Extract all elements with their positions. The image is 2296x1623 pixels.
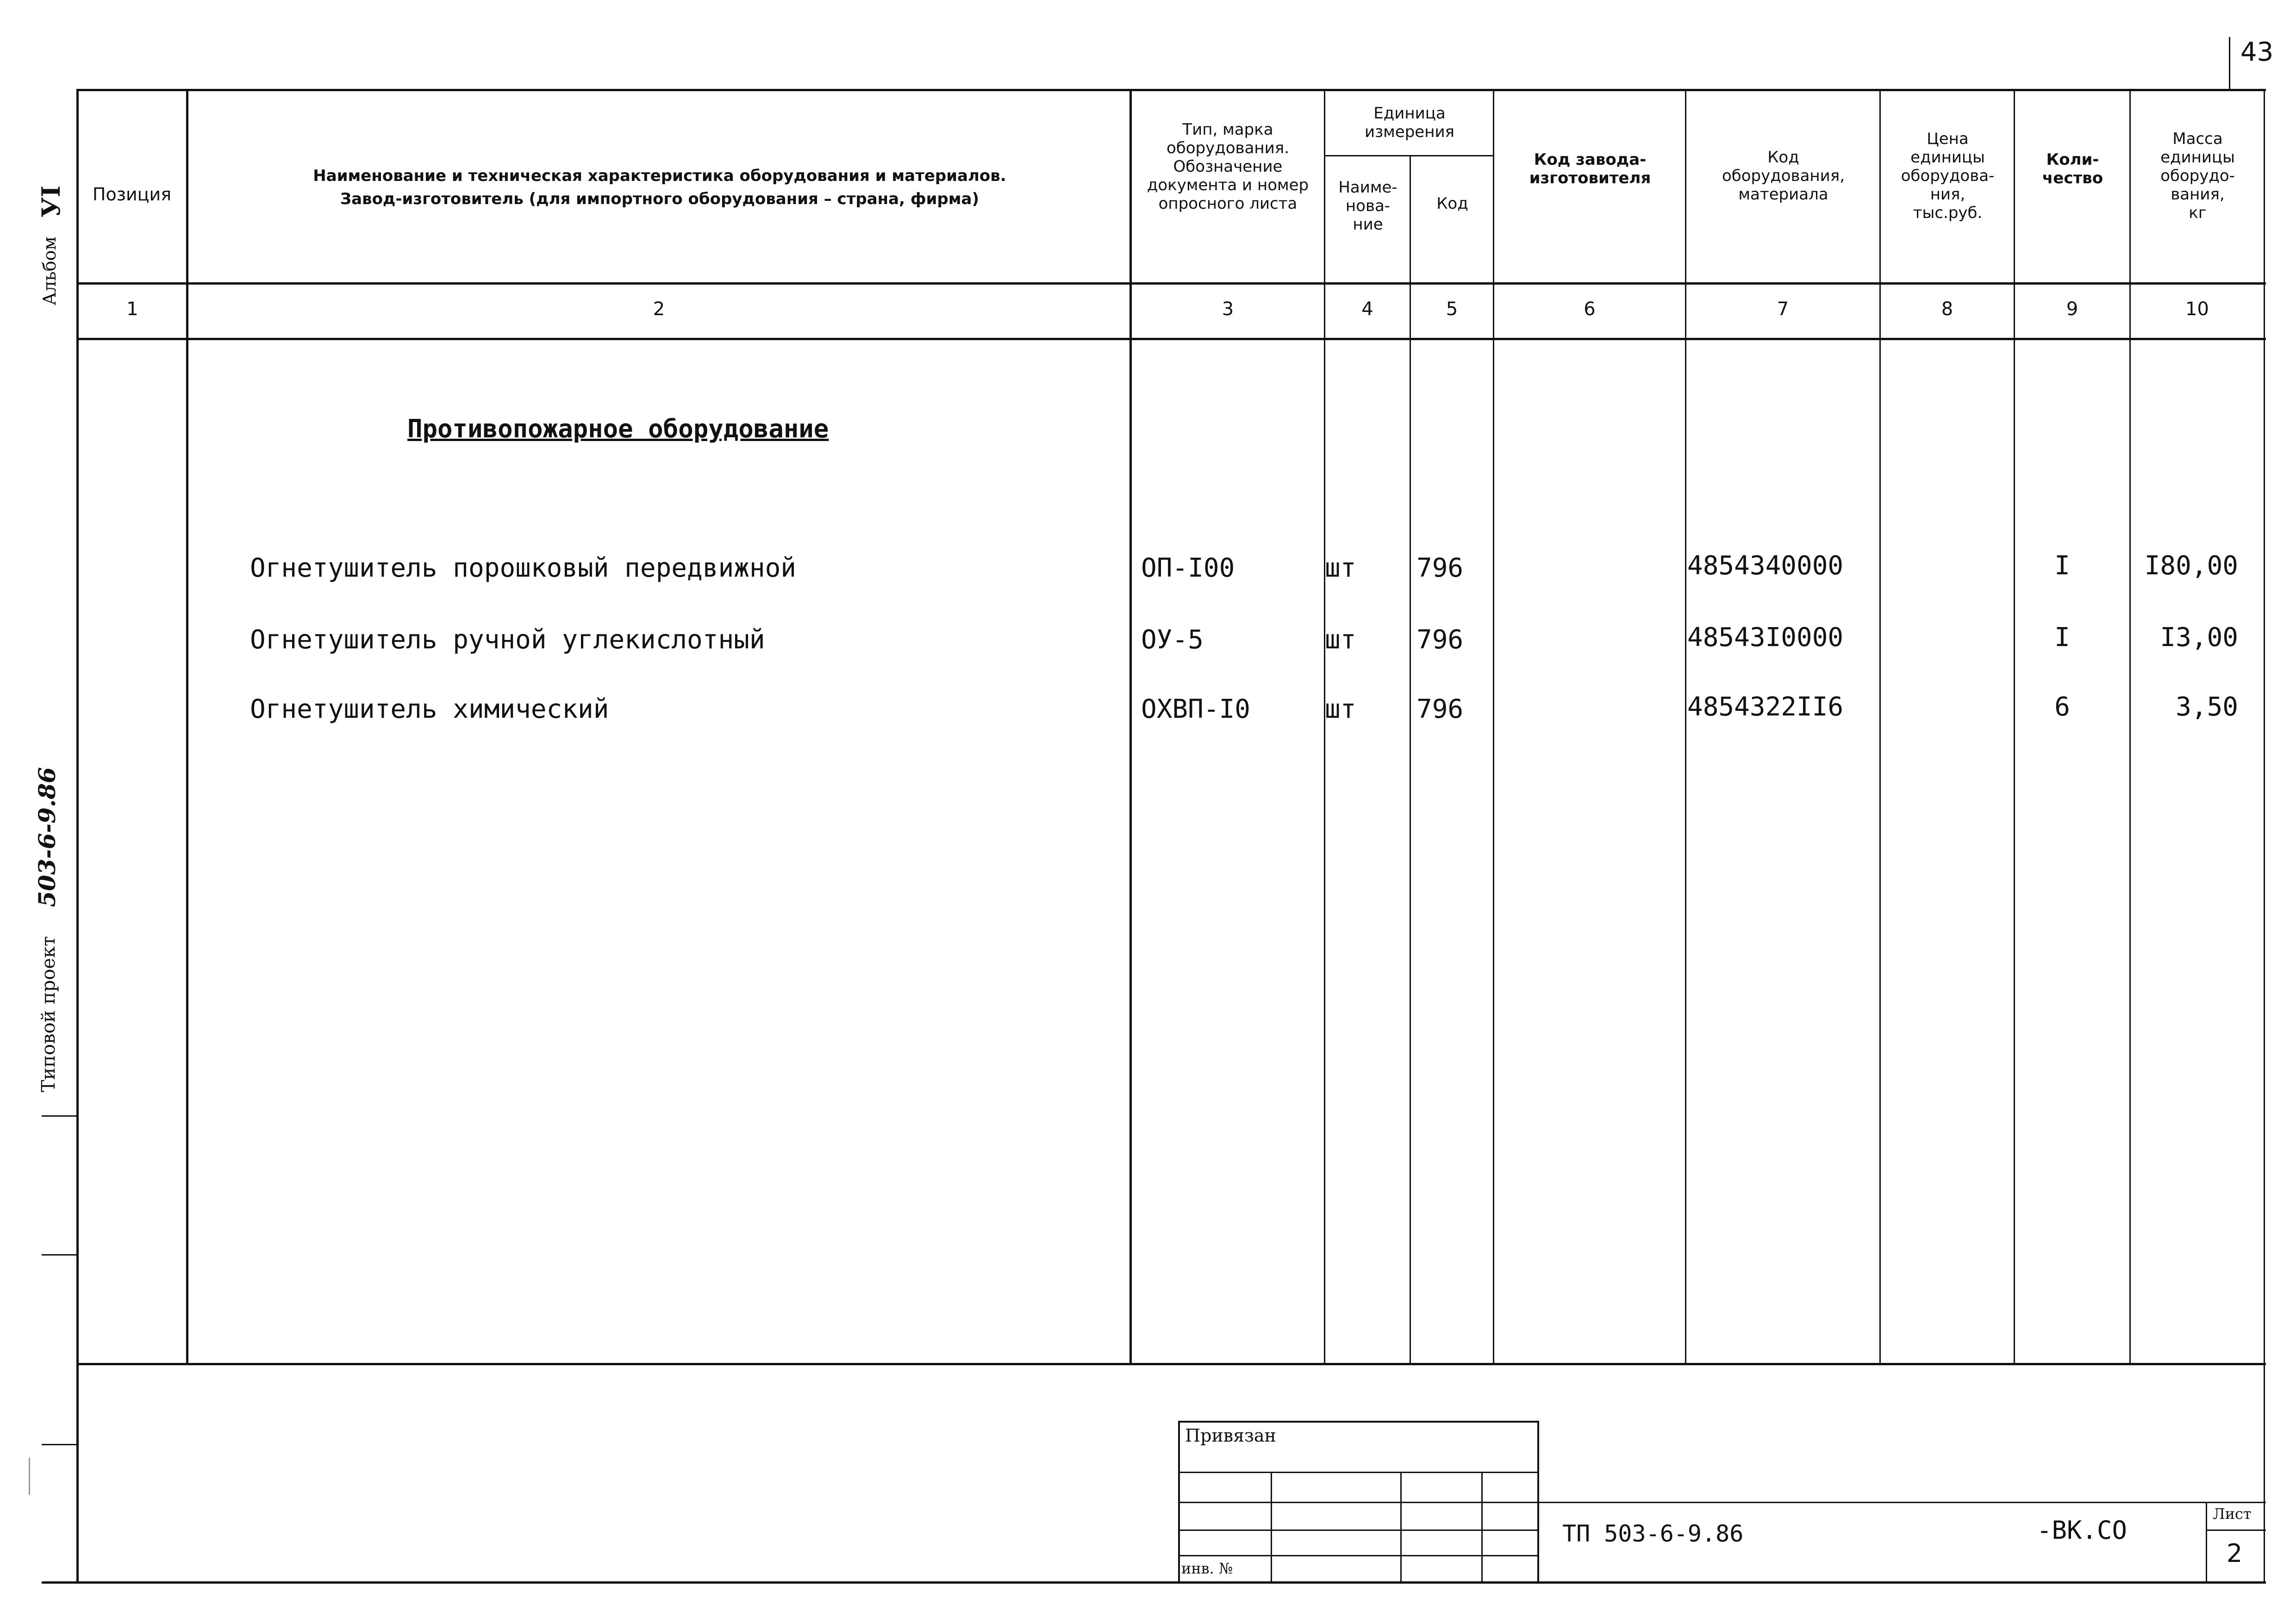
row-1-unit: шт — [1325, 553, 1356, 583]
page-number-divider — [2229, 37, 2230, 90]
row-1-name: Огнетушитель порошковый передвижной — [250, 553, 797, 583]
page-bottom-border — [42, 1581, 2266, 1584]
row-1-equipment-code: 4854340000 — [1687, 551, 1844, 581]
doc-code: ТП 503-6-9.86 — [1562, 1520, 1744, 1547]
colnum-1: 1 — [126, 298, 138, 320]
title-block-top — [1539, 1502, 2266, 1503]
col-divider-8 — [2014, 89, 2015, 1365]
margin-mark — [29, 1458, 30, 1495]
col-divider-5 — [1493, 89, 1494, 1365]
stamp-line — [1178, 1530, 1539, 1531]
colnum-5: 5 — [1446, 298, 1458, 320]
row-1-unit-code: 796 — [1416, 553, 1464, 583]
sheet-label: Лист — [2213, 1505, 2252, 1523]
sheet-divider — [2206, 1502, 2207, 1583]
row-3-type: ОХВП-I0 — [1141, 694, 1251, 724]
margin-tick — [42, 1444, 78, 1445]
row-2-mass: I3,00 — [2160, 622, 2238, 653]
stamp-col — [1271, 1472, 1272, 1583]
row-1-mass: I80,00 — [2144, 551, 2238, 581]
col-divider-3 — [1324, 89, 1325, 1365]
header-position: Позиция — [92, 184, 172, 205]
section-title: Противопожарное оборудование — [407, 414, 829, 443]
header-equipment-code: Код оборудования, материала — [1722, 148, 1845, 204]
header-factory-code: Код завода- изготовителя — [1529, 150, 1651, 187]
album-number: УI — [36, 185, 66, 218]
table-bottom-border — [76, 1363, 2266, 1365]
row-2-unit-code: 796 — [1416, 625, 1464, 655]
table-top-border — [76, 89, 2266, 91]
header-unit-name: Наиме- нова- ние — [1338, 178, 1398, 234]
colnum-4: 4 — [1361, 298, 1373, 320]
unit-group-divider — [1324, 155, 1493, 156]
colnum-9: 9 — [2066, 298, 2078, 320]
stamp-line — [1178, 1472, 1539, 1473]
row-2-type: ОУ-5 — [1141, 625, 1204, 655]
row-2-unit: шт — [1325, 625, 1356, 655]
col-divider-9 — [2129, 89, 2131, 1365]
stamp-col — [1481, 1472, 1483, 1583]
project-code-handwritten: 503-6-9.86 — [33, 767, 61, 907]
col-divider-4 — [1410, 155, 1411, 1365]
header-unit-code: Код — [1436, 194, 1468, 213]
row-3-mass: 3,50 — [2176, 692, 2238, 722]
header-name-line1: Наименование и техническая характеристика оборудования и материалов. — [313, 167, 1006, 185]
row-1-quantity: I — [2054, 551, 2070, 581]
row-3-unit-code: 796 — [1416, 694, 1464, 724]
row-3-name: Огнетушитель химический — [250, 694, 609, 724]
project-label: Типовой проект — [38, 936, 59, 1092]
stamp-line — [1178, 1555, 1539, 1556]
header-name-line2: Завод-изготовитель (для импортного оборудования – страна, фирма) — [340, 190, 980, 208]
stamp-line — [1178, 1502, 1539, 1503]
margin-tick — [42, 1254, 78, 1256]
header-price: Цена единицы оборудова- ния, тыс.руб. — [1901, 130, 1995, 222]
header-quantity: Коли- чество — [2042, 150, 2103, 187]
col-divider-1 — [186, 89, 188, 1365]
stamp-tied-label: Привязан — [1185, 1425, 1276, 1446]
row-3-unit: шт — [1325, 694, 1356, 724]
stamp-col — [1400, 1472, 1402, 1583]
doc-suffix: -ВК.СО — [2037, 1516, 2128, 1545]
header-unit-group: Единица измерения — [1364, 104, 1455, 141]
album-label: Альбом — [39, 236, 60, 305]
sheet-number: 2 — [2227, 1539, 2243, 1568]
row-2-name: Огнетушитель ручной углекислотный — [250, 625, 765, 655]
stamp-inv-label: инв. № — [1181, 1560, 1233, 1577]
row-2-quantity: I — [2054, 622, 2070, 653]
colnum-7: 7 — [1777, 298, 1789, 320]
page-number: 43 — [2240, 37, 2274, 67]
header-type: Тип, марка оборудования. Обозначение документа и номер опросного листа — [1147, 120, 1309, 213]
colnum-8: 8 — [1941, 298, 1953, 320]
header-mass: Масса единицы оборудо- вания, кг — [2160, 130, 2235, 222]
colnum-2: 2 — [653, 298, 665, 320]
row-1-type: ОП-I00 — [1141, 553, 1235, 583]
table-right-border — [2264, 89, 2265, 1584]
colnum-bottom-border — [76, 338, 2266, 340]
colnum-6: 6 — [1584, 298, 1596, 320]
colnum-10: 10 — [2185, 298, 2209, 320]
col-divider-7 — [1879, 89, 1881, 1365]
row-2-equipment-code: 48543I0000 — [1687, 622, 1844, 653]
col-divider-2 — [1129, 89, 1132, 1365]
header-bottom-border — [76, 282, 2266, 285]
row-3-equipment-code: 4854322II6 — [1687, 692, 1844, 722]
colnum-3: 3 — [1222, 298, 1234, 320]
col-divider-6 — [1685, 89, 1686, 1365]
sheet-divider-h — [2206, 1530, 2266, 1531]
row-3-quantity: 6 — [2054, 692, 2070, 722]
margin-tick — [42, 1115, 78, 1117]
